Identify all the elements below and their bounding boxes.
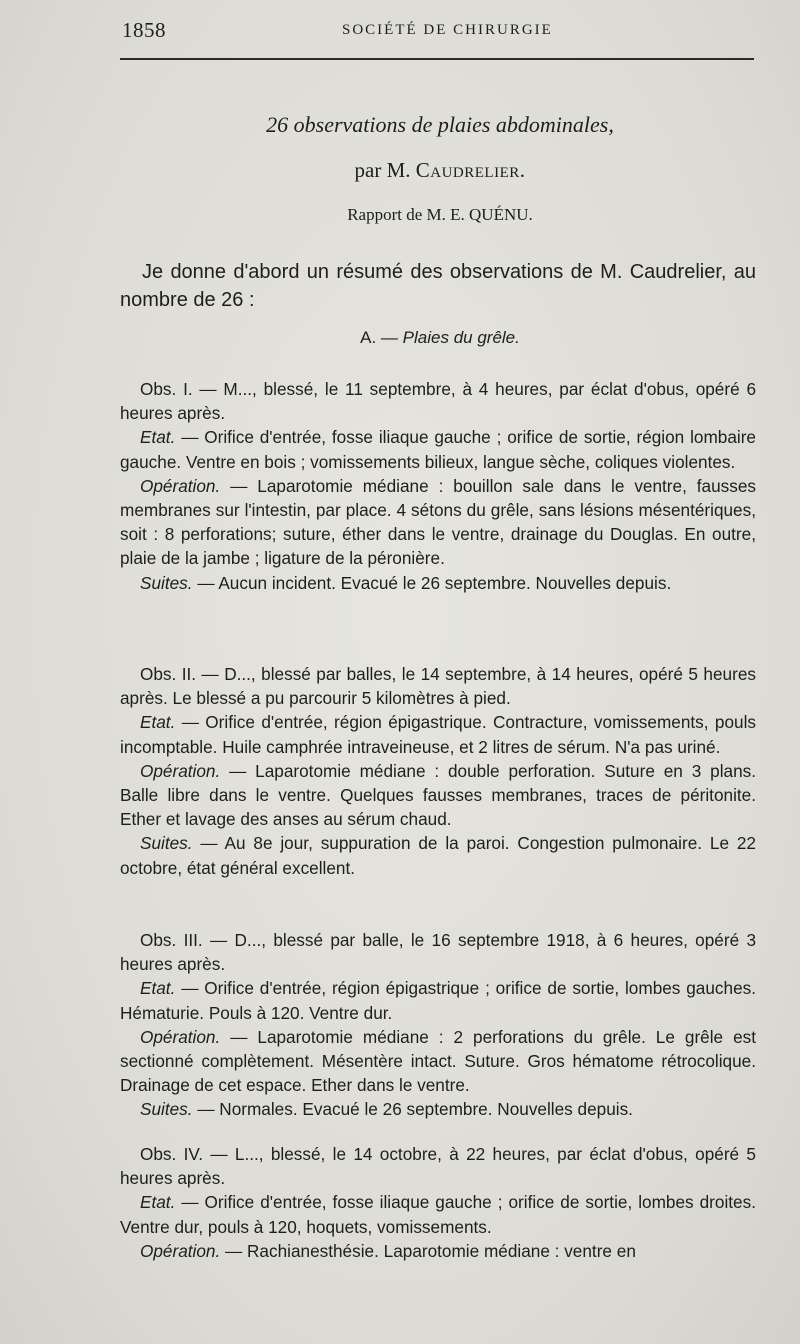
suites-text: — Au 8e jour, suppuration de la paroi. Congestion pulmonaire. Le 22 octobre, état général excellent. — [120, 833, 756, 878]
operation-label: Opération. — [140, 1240, 221, 1261]
report-line: Rapport de M. E. QUÉNU. — [347, 205, 533, 224]
page-number: 1858 — [122, 18, 166, 42]
author-prefix: par M. — [354, 158, 411, 182]
observation-operation — [120, 1239, 756, 1263]
operation-text: — Laparotomie médiane : double perforation. Suture en 3 plans. Balle libre dans le ventre. Quelques fausses membranes, traces de péritonite. Ether et lavage des anses au sérum chaud. — [120, 760, 756, 830]
operation-text: — Rachianesthésie. Laparotomie médiane : ventre en — [225, 1240, 636, 1261]
suites-label: Suites. — [140, 1099, 193, 1120]
observation-4 — [120, 1142, 756, 1263]
operation-text: — Laparotomie médiane : 2 perforations du grêle. Le grêle est sectionné complètement. Mésentère intact. Suture. Gros hématome rétrocolique. Drainage de cet espace. Ether dans le ventre. — [120, 1026, 756, 1096]
running-head — [122, 18, 754, 44]
intro-paragraph: Je donne d'abord un résumé des observations de M. Caudrelier, au nombre de 26 : — [120, 261, 756, 311]
suites-text: — Aucun incident. Evacué le 26 septembre. Nouvelles depuis. — [197, 572, 672, 593]
observation-suites — [120, 1097, 756, 1121]
observation-etat — [120, 976, 756, 1024]
suites-label: Suites. — [140, 572, 193, 593]
operation-label: Opération. — [140, 1026, 221, 1047]
etat-label: Etat. — [140, 427, 176, 448]
observation-1 — [120, 377, 756, 595]
etat-label: Etat. — [140, 712, 176, 733]
article-title: 26 observations de plaies abdominales, — [266, 112, 614, 137]
observation-etat — [120, 425, 756, 473]
operation-text: — Laparotomie médiane : bouillon sale dans le ventre, fausses membranes sur l'intestin, par place. 4 sétons du grêle, sans lésions mésentériques, soit : 8 perforations; suture, éther dans le ventre, drainage du Douglas. En outre, plaie de la jambe ; ligature de la péronière. — [120, 475, 757, 569]
suites-text: — Normales. Evacué le 26 septembre. Nouvelles depuis. — [197, 1099, 633, 1120]
observation-2 — [120, 662, 756, 880]
etat-text: — Orifice d'entrée, fosse iliaque gauche ; orifice de sortie, lombes droites. Ventre dur, pouls à 120, hoquets, vomissements. — [120, 1192, 756, 1237]
suites-label: Suites. — [140, 833, 193, 854]
operation-label: Opération. — [140, 475, 221, 496]
etat-label: Etat. — [140, 978, 176, 999]
observation-3 — [120, 928, 756, 1122]
author-line — [0, 158, 800, 183]
running-title: SOCIÉTÉ DE CHIRURGIE — [342, 22, 553, 38]
etat-label: Etat. — [140, 1192, 176, 1213]
author-name: Caudrelier. — [415, 158, 526, 182]
etat-text: — Orifice d'entrée, région épigastrique. Contracture, vomissements, pouls incomptable. Huile camphrée intraveineuse, et 2 litres de sérum. N'a pas uriné. — [120, 712, 756, 757]
observation-intro: Obs. I. — M..., blessé, le 11 septembre, à 4 heures, par éclat d'obus, opéré 6 heures après. — [120, 379, 756, 424]
observation-operation — [120, 474, 756, 571]
section-prefix: A. — — [360, 328, 398, 347]
operation-label: Opération. — [140, 760, 221, 781]
etat-text: — Orifice d'entrée, région épigastrique ; orifice de sortie, lombes gauches. Hématurie. Pouls à 120. Ventre dur. — [120, 978, 757, 1023]
observation-suites — [120, 831, 756, 879]
observation-etat — [120, 710, 756, 758]
section-heading — [0, 328, 800, 348]
etat-text: — Orifice d'entrée, fosse iliaque gauche ; orifice de sortie, région lombaire gauche. Ventre en bois ; vomissements bilieux, langue sèche, coliques violentes. — [120, 427, 756, 472]
observation-intro: Obs. IV. — L..., blessé, le 14 octobre, à 22 heures, par éclat d'obus, opéré 5 heures après. — [120, 1144, 756, 1189]
observation-operation — [120, 759, 756, 832]
section-title: Plaies du grêle. — [402, 328, 520, 347]
observation-etat — [120, 1190, 756, 1238]
observation-operation — [120, 1025, 756, 1098]
observation-intro: Obs. III. — D..., blessé par balle, le 16 septembre 1918, à 6 heures, opéré 3 heures après. — [120, 930, 756, 975]
observation-suites — [120, 571, 756, 595]
header-rule — [120, 58, 754, 60]
observation-intro: Obs. II. — D..., blessé par balles, le 14 septembre, à 14 heures, opéré 5 heures après. Le blessé a pu parcourir 5 kilomètres à pied. — [120, 664, 756, 709]
